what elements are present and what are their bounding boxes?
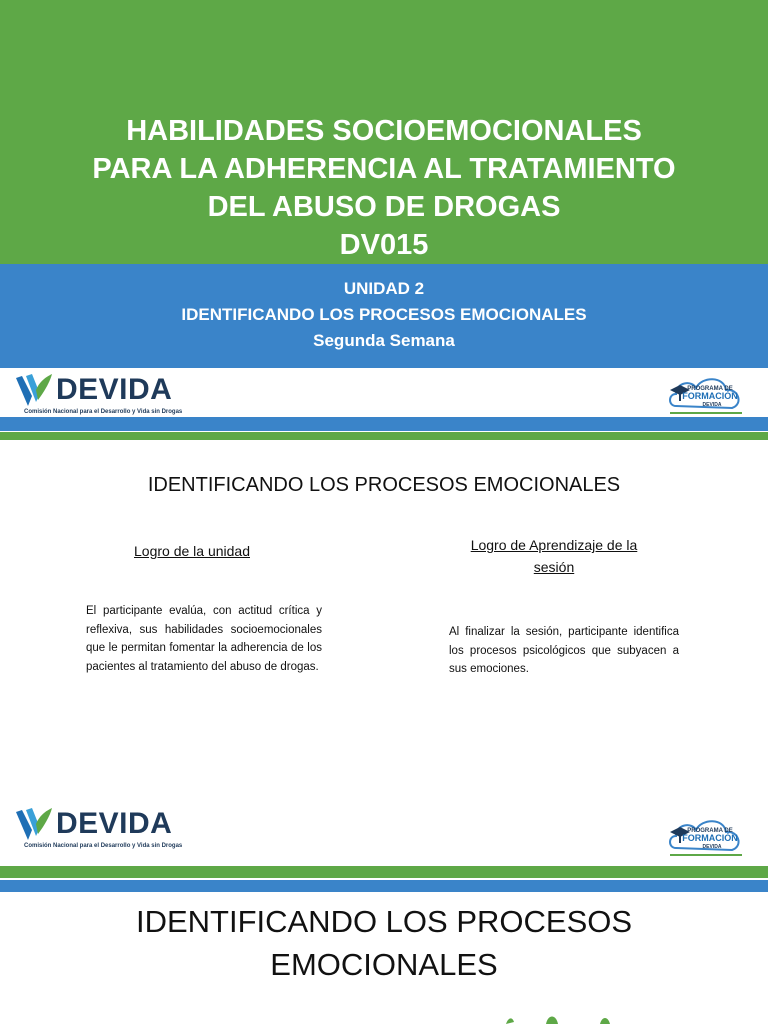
course-title-line-3: DEL ABUSO DE DROGAS [207, 191, 561, 223]
unit-week: Segunda Semana [313, 331, 455, 350]
devida-subtitle: Comisión Nacional para el Desarrollo y Vida sin Drogas [24, 843, 183, 849]
svg-text:PROGRAMA DE: PROGRAMA DE [687, 828, 733, 834]
svg-text:DEVIDA: DEVIDA [702, 402, 722, 408]
course-title-line-1: HABILIDADES SOCIOEMOCIONALES [126, 115, 642, 147]
slide2-green-stripe [0, 866, 768, 878]
program-logo [664, 370, 748, 420]
svg-text:DEVIDA: DEVIDA [702, 844, 722, 850]
unit-number: UNIDAD 2 [343, 279, 425, 298]
session-achievement-title-line-1: Logro de Aprendizaje de la [470, 537, 638, 553]
slide3-heading-line-2: EMOCIONALES [270, 947, 498, 982]
unit-achievement-title: Logro de la unidad [134, 543, 250, 559]
unit-info [0, 276, 768, 354]
slide2-blue-stripe [0, 880, 768, 892]
devida-leaf-icon [14, 806, 54, 842]
slide2-heading: IDENTIFICANDO LOS PROCESOS EMOCIONALES [147, 474, 621, 496]
slide3-heading [0, 900, 768, 986]
decorative-plant-icon [500, 1012, 620, 1024]
program-logo-2 [664, 812, 748, 862]
course-code: DV015 [339, 229, 429, 261]
devida-subtitle: Comisión Nacional para el Desarrollo y Vida sin Drogas [24, 409, 183, 415]
footer-green-stripe [0, 432, 768, 440]
devida-wordmark: DEVIDA [56, 373, 173, 406]
program-cloud-icon [664, 812, 748, 862]
svg-text:FORMACIÓN: FORMACIÓN [682, 391, 738, 401]
session-achievement-text: Al finalizar la sesión, participante identifica los procesos psicológicos que subyacen a sus emociones. [449, 626, 679, 675]
course-title [0, 112, 768, 264]
devida-leaf-icon [14, 372, 54, 408]
devida-wordmark: DEVIDA [56, 807, 173, 840]
devida-logo-2 [14, 806, 184, 854]
session-achievement-title [440, 534, 668, 578]
program-cloud-icon [664, 370, 748, 420]
svg-text:FORMACIÓN: FORMACIÓN [682, 833, 738, 843]
slide3-heading-line-1: IDENTIFICANDO LOS PROCESOS [135, 904, 633, 939]
unit-achievement-text: El participante evalúa, con actitud crítica y reflexiva, sus habilidades socioemocionales que le permitan fomentar la adherencia de los pacientes al tratamiento del abuso de drogas. [86, 605, 322, 673]
footer-blue-stripe [0, 417, 768, 431]
session-achievement-title-line-2: sesión [533, 559, 575, 575]
course-title-line-2: PARA LA ADHERENCIA AL TRATAMIENTO [92, 153, 676, 185]
devida-logo [14, 372, 184, 420]
unit-title: IDENTIFICANDO LOS PROCESOS EMOCIONALES [181, 305, 587, 324]
svg-text:PROGRAMA DE: PROGRAMA DE [687, 386, 733, 392]
